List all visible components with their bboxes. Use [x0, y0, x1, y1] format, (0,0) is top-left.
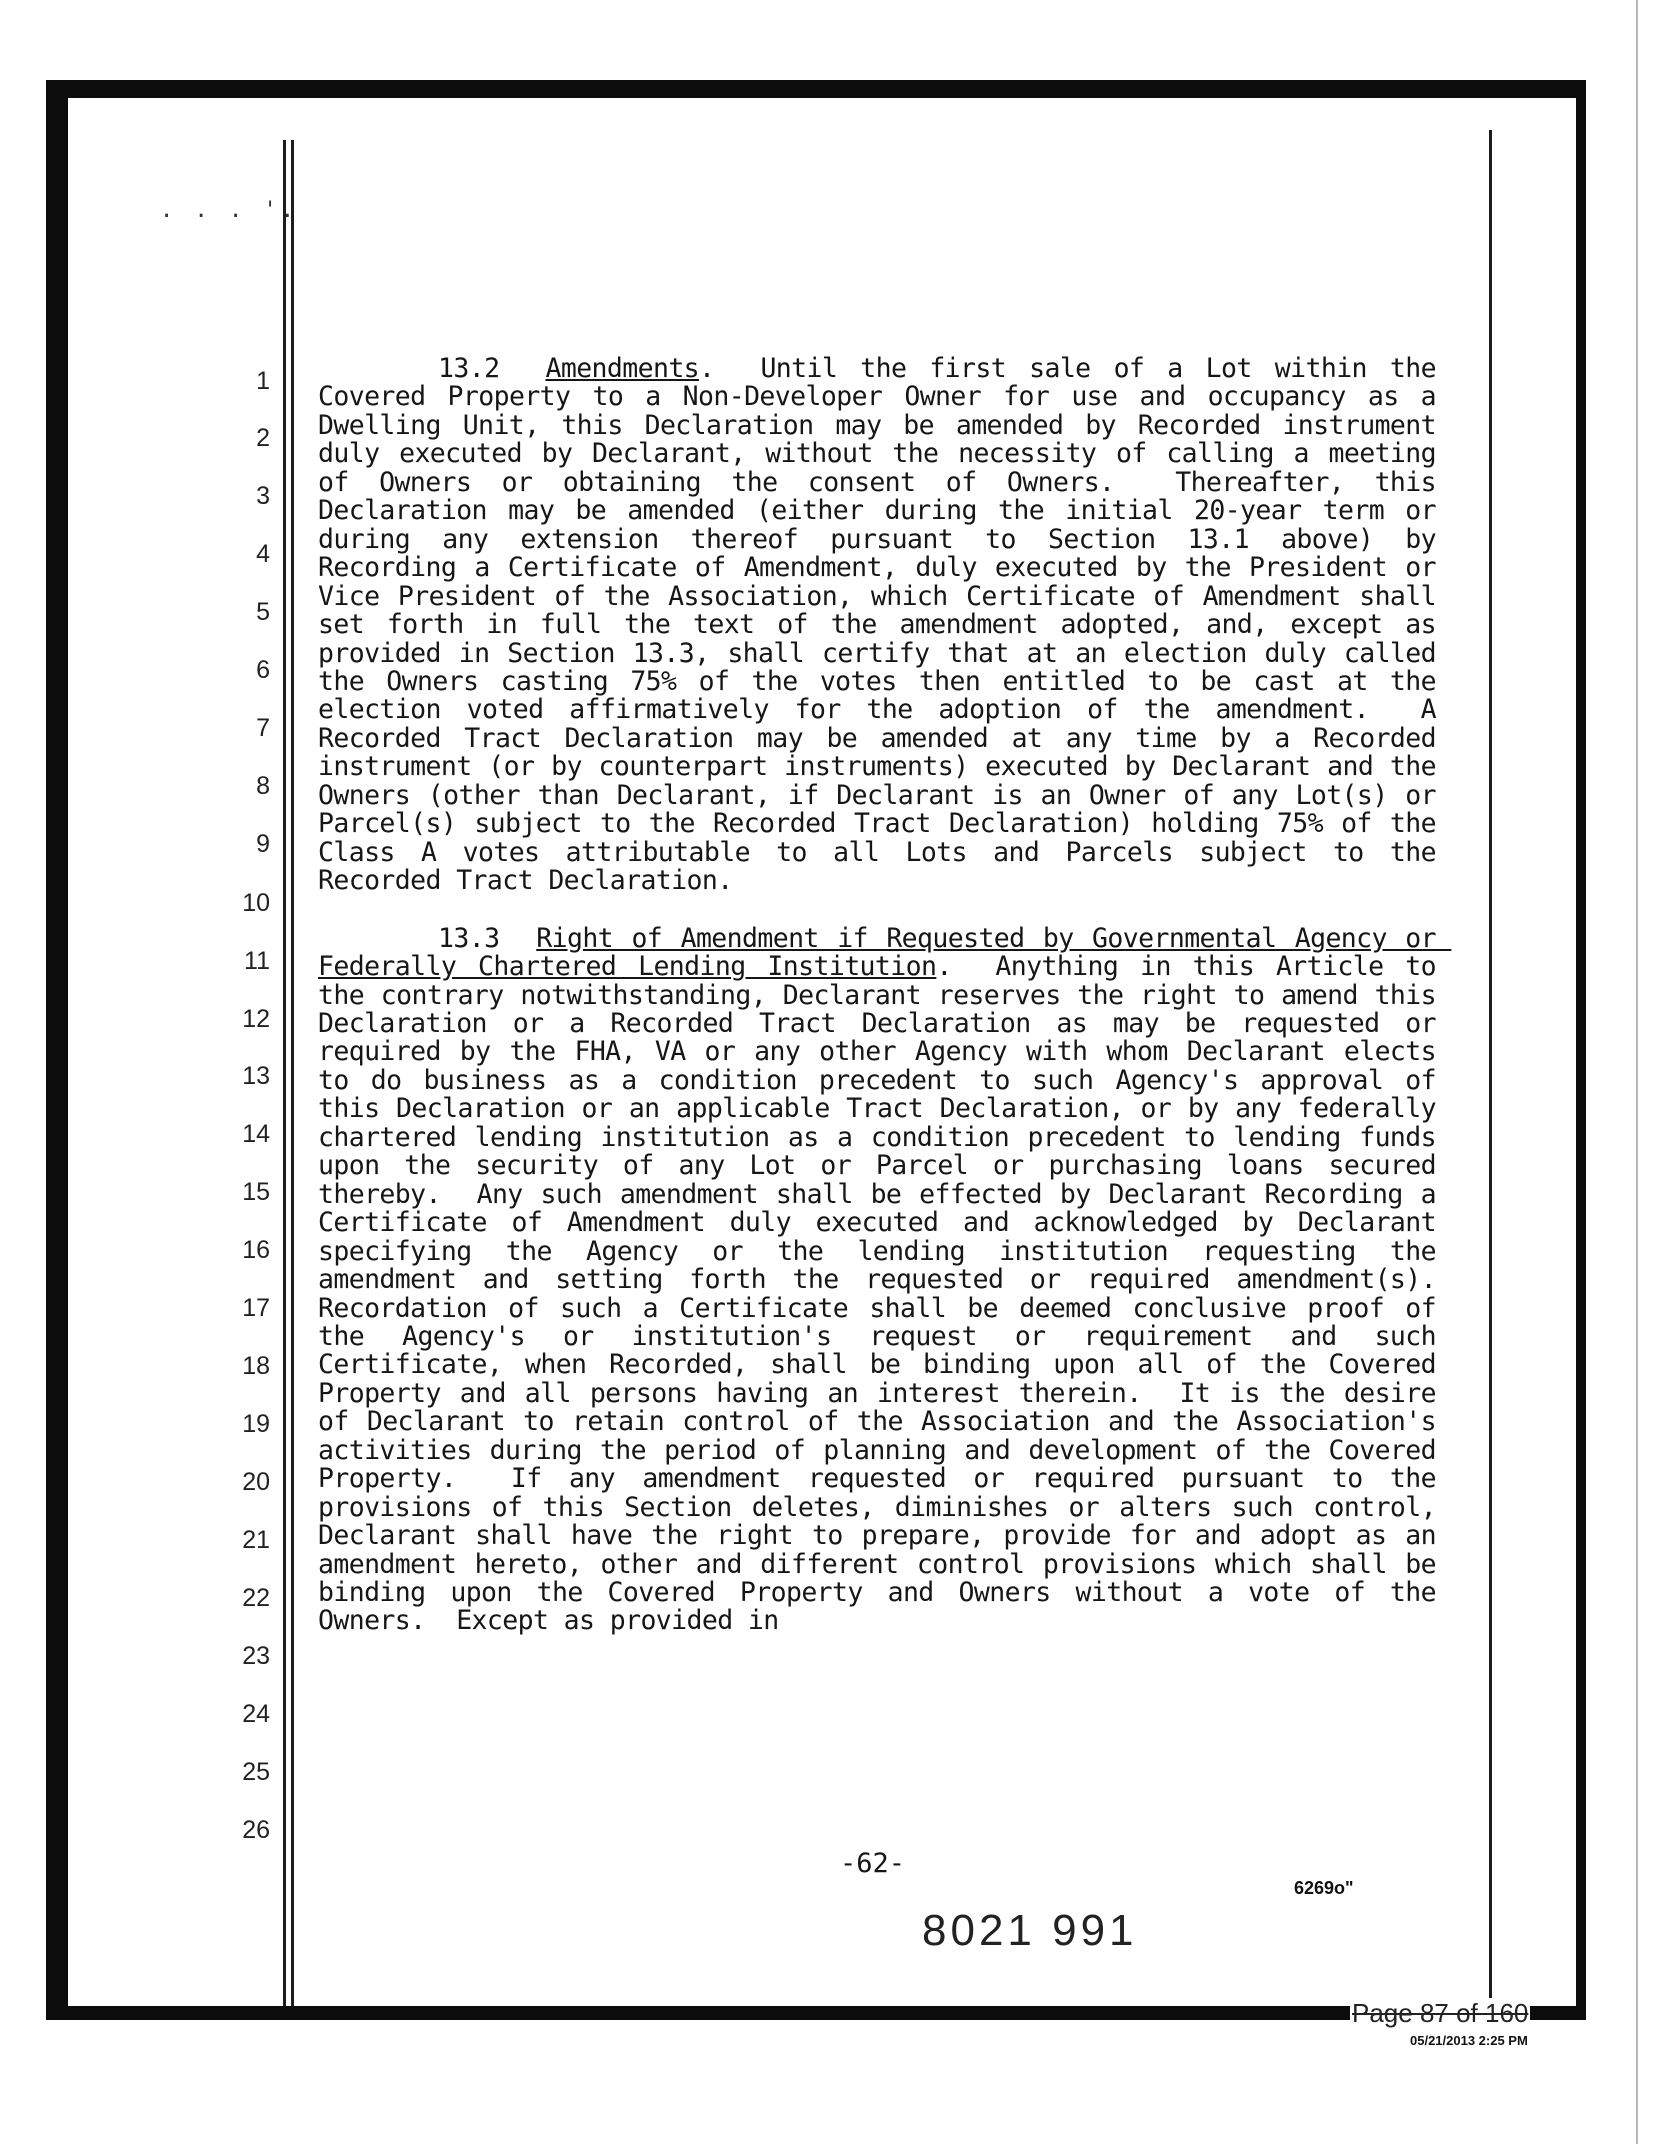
right-margin-rule	[1489, 130, 1492, 2006]
section-13-3	[318, 922, 1467, 1637]
line-number: 23	[242, 1642, 270, 1670]
line-number: 7	[256, 714, 270, 742]
line-number: 8	[256, 772, 270, 800]
line-number: 24	[242, 1700, 270, 1728]
line-number: 13	[242, 1062, 270, 1090]
recording-number: 8021 991	[922, 1906, 1138, 1955]
line-number: 10	[242, 889, 270, 917]
line-number: 9	[256, 830, 270, 858]
line-number: 12	[242, 1005, 270, 1033]
line-number: 22	[242, 1584, 270, 1612]
document-code: 6269o"	[1294, 1878, 1354, 1898]
line-number: 2	[256, 424, 270, 452]
line-number: 18	[242, 1352, 270, 1380]
scan-edge	[1636, 0, 1638, 2144]
margin-specks: . . . '.	[160, 198, 298, 223]
section-body: . Until the first sale of a Lot within the Covered Property to a Non-Developer Owner for use and occupancy as a Dwelling Unit, this Declaration may be amended by Recorded instrument duly executed by Declarant, without the necessity of calling a meeting of Owners or obtaining the consent of Owners. Thereafter, this Declaration may be amended (either during the initial 20-year term or during any extension thereof pursuant to Section 13.1 above) by Recording a Certificate of Amendment, duly executed by the President or Vice President of the Association, which Certificate of Amendment shall set forth in full the text of the amendment adopted, and, except as provided in Section 13.3, shall certify that at an election duly called the Owners casting 75% of the votes then entitled to be cast at the election voted affirmatively for the adoption of the amendment. A Recorded Tract Declaration may be amended at any time by a Recorded instrument (or by counterpart instruments) executed by Declarant and the Owners (other than Declarant, if Declarant is an Owner of any Lot(s) or Parcel(s) subject to the Recorded Tract Declaration) holding 75% of the Class A votes attributable to all Lots and Parcels subject to the Recorded Tract Declaration.	[318, 353, 1452, 897]
section-body: . Anything in this Article to the contrary notwithstanding, Declarant reserves the right to amend this Declaration or a Recorded Tract Declaration as may be requested or required by the FHA, VA or any other Agency with whom Declarant elects to do business as a condition precedent to such Agency's approval of this Declaration or an applicable Tract Declaration, or by any federally chartered lending institution as a condition precedent to lending funds upon the security of any Lot or Parcel or purchasing loans secured thereby. Any such amendment shall be effected by Declarant Recording a Certificate of Amendment duly executed and acknowledged by Declarant specifying the Agency or the lending institution requesting the amendment and setting forth the requested or required amendment(s). Recordation of such a Certificate shall be deemed conclusive proof of the Agency's or institution's request or requirement and such Certificate, when Recorded, shall be binding upon all of the Covered Property and all persons having an interest therein. It is the desire of Declarant to retain control of the Association and the Association's activities during the period of planning and development of the Covered Property. If any amendment requested or required pursuant to the provisions of this Section deletes, diminishes or alters such control, Declarant shall have the right to prepare, provide for and adopt as an amendment hereto, other and different control provisions which shall be binding upon the Covered Property and Owners without a vote of the Owners. Except as provided in	[318, 951, 1467, 1637]
section-heading: Right of Amendment if Requested by Governmental Agency or Federally Chartered Lending Institution	[318, 922, 1452, 983]
section-number: 13.2	[438, 353, 500, 384]
line-number: 21	[242, 1526, 270, 1554]
line-number: 11	[244, 947, 270, 975]
section-number: 13.3	[438, 922, 500, 954]
line-number: 20	[242, 1468, 270, 1496]
line-number: 25	[242, 1758, 270, 1786]
section-heading: Amendments	[545, 353, 700, 384]
line-number: 4	[256, 540, 270, 568]
document-body	[318, 353, 1467, 1637]
line-number: 5	[256, 598, 270, 626]
line-number: 19	[242, 1410, 270, 1438]
line-number: 16	[242, 1236, 270, 1264]
print-timestamp: 05/21/2013 2:25 PM	[1410, 2033, 1528, 2048]
line-number: 17	[242, 1294, 270, 1322]
left-margin-rule-inner	[291, 140, 294, 2006]
line-number: 6	[256, 656, 270, 684]
page-number: -62-	[840, 1848, 906, 1879]
line-number: 15	[242, 1178, 270, 1206]
line-number: 3	[256, 482, 270, 510]
left-margin-rule	[283, 140, 286, 2006]
line-number: 26	[242, 1816, 270, 1844]
section-13-2	[318, 353, 1452, 897]
line-number: 14	[242, 1120, 270, 1148]
line-number: 1	[256, 367, 270, 395]
page-count-stamp: Page 87 of 160	[1352, 1998, 1529, 2028]
